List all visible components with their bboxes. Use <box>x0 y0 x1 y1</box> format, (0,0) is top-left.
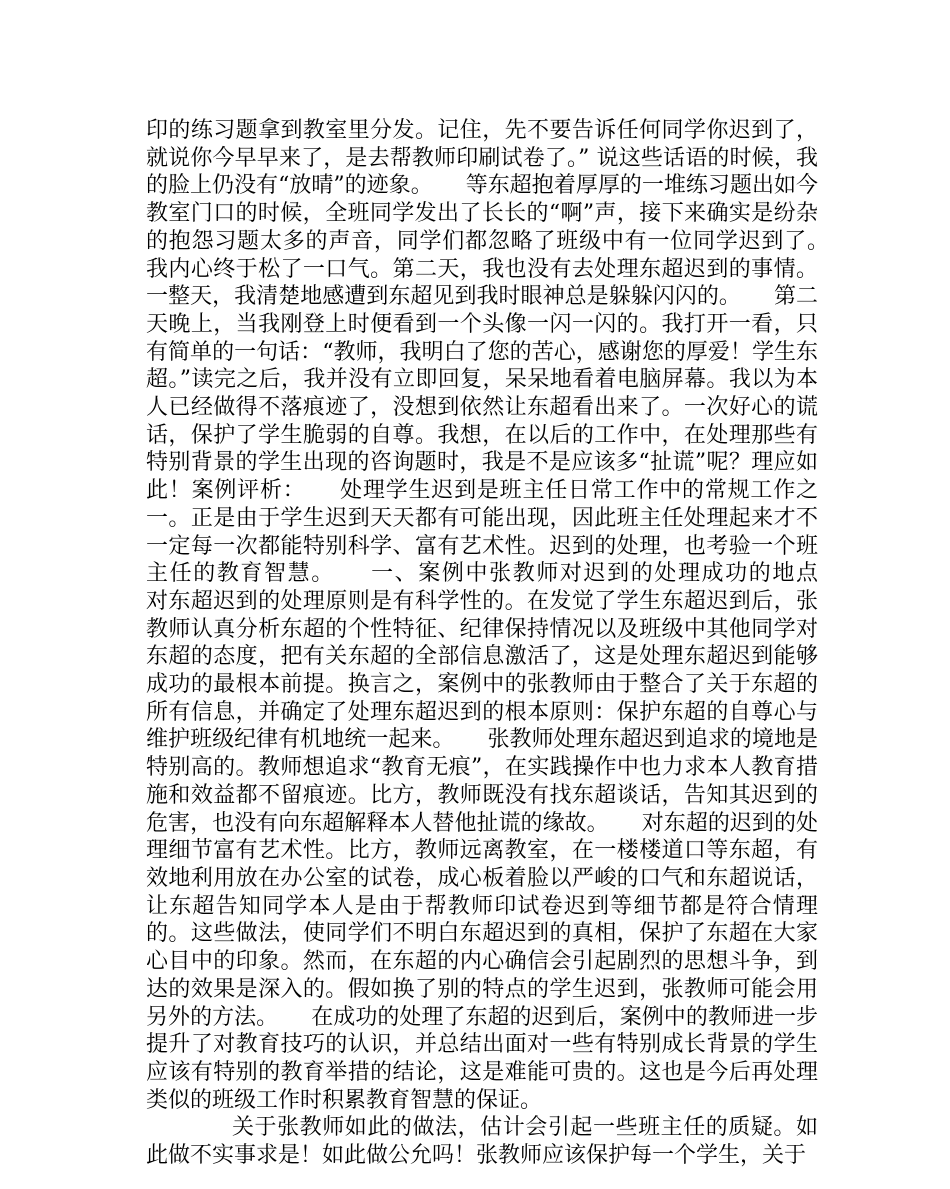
document-body <box>146 117 863 1170</box>
body-paragraph: 印的练习题拿到教室里分发。记住，先不要告诉任何同学你迟到了，就说你今早早来了，是去帮教师印刷试卷了。” 说这些话语的时候，我的脸上仍没有“放晴”的迹象。 等东超抱着厚厚的一堆练习题出如今教室门口的时候，全班同学发出了长长的“啊”声，接下来确实是纷杂的抱怨习题太多的声音，同学们都忽略了班级中有一位同学迟到了。 我内心终于松了一口气。第二天，我也没有去处理东超迟到的事情。一整天，我清楚地感遭到东超见到我时眼神总是躲躲闪闪的。 第二天晚上，当我刚登上时便看到一个头像一闪一闪的。我打开一看，只有简单的一句话：“教师，我明白了您的苦心，感谢您的厚爱！学生东超。”读完之后，我并没有立即回复，呆呆地看着电脑屏幕。我以为本人已经做得不落痕迹了，没想到依然让东超看出来了。一次好心的谎话，保护了学生脆弱的自尊。我想，在以后的工作中，在处理那些有特别背景的学生出现的咨询题时，我是不是应该多“扯谎”呢？理应如此！案例评析： 处理学生迟到是班主任日常工作中的常规工作之一。正是由于学生迟到天天都有可能出现，因此班主任处理起来才不一定每一次都能特别科学、富有艺术性。迟到的处理，也考验一个班主任的教育智慧。 一、案例中张教师对迟到的处理成功的地点 对东超迟到的处理原则是有科学性的。在发觉了学生东超迟到后，张教师认真分析东超的个性特征、纪律保持情况以及班级中其他同学对东超的态度，把有关东超的全部信息激活了，这是处理东超迟到能够成功的最根本前提。换言之，案例中的张教师由于整合了关于东超的所有信息，并确定了处理东超迟到的根本原则：保护东超的自尊心与维护班级纪律有机地统一起来。 张教师处理东超迟到追求的境地是特别高的。教师想追求“教育无痕”，在实践操作中也力求本人教育措施和效益都不留痕迹。比方，教师既没有找东超谈话，告知其迟到的危害，也没有向东超解释本人替他扯谎的缘故。 对东超的迟到的处理细节富有艺术性。比方，教师远离教室，在一楼楼道口等东超，有效地利用放在办公室的试卷，成心板着脸以严峻的口气和东超说话，让东超告知同学本人是由于帮教师印试卷迟到等细节都是符合情理的。这些做法，使同学们不明白东超迟到的真相，保护了东超在大家心目中的印象。然而，在东超的内心确信会引起剧烈的思想斗争，到达的效果是深入的。假如换了别的特点的学生迟到，张教师可能会用另外的方法。 在成功的处理了东超的迟到后，案例中的教师进一步提升了对教育技巧的认识，并总结出面对一些有特别成长背景的学生应该有特别的教育举措的结论，这是难能可贵的。这也是今后再处理类似的班级工作时积累教育智慧的保证。 <box>146 118 863 1113</box>
body-paragraph: 关于张教师如此的做法，估计会引起一些班主任的质疑。如此做不实事求是！如此做公允吗！张教师应该保护每一个学生，关于 <box>146 1115 818 1169</box>
